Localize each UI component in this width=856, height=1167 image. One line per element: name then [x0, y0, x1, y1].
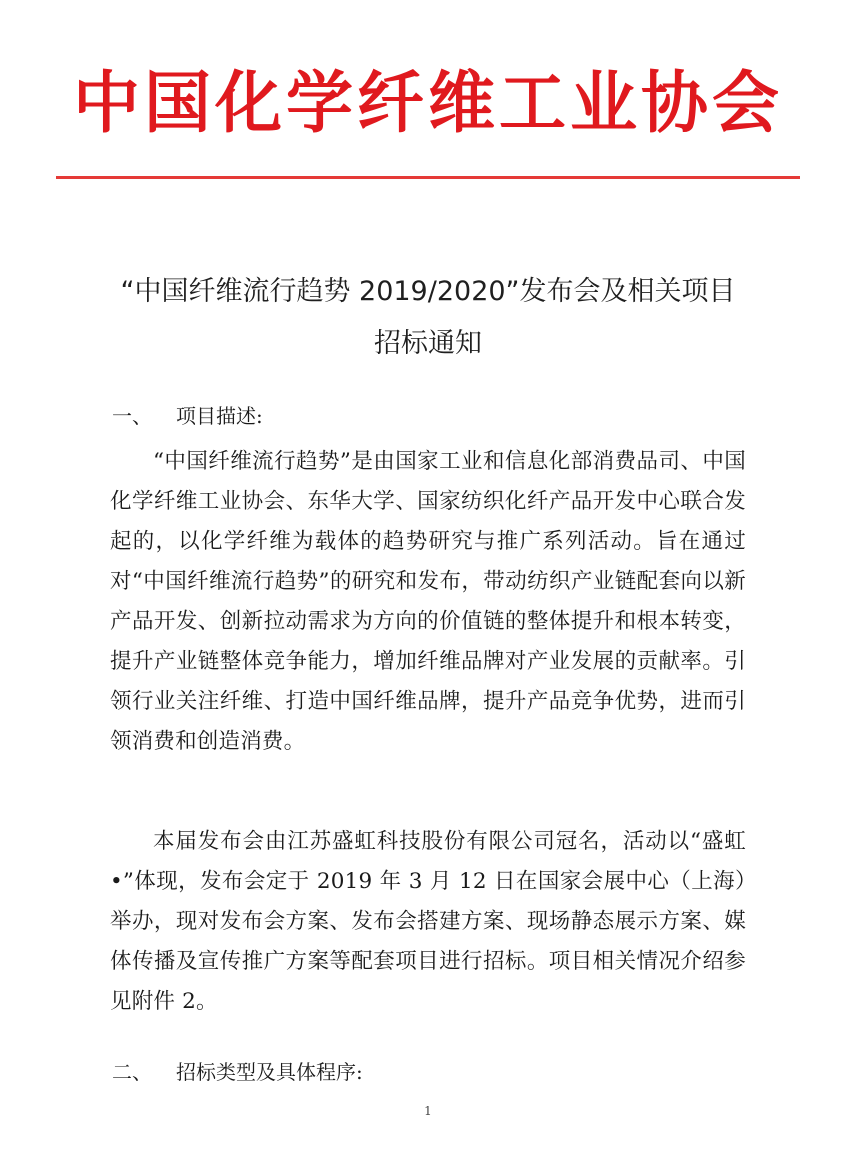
section-number-2: 二、	[112, 1060, 152, 1084]
paragraph-event-details: 本届发布会由江苏盛虹科技股份有限公司冠名，活动以“盛虹•”体现，发布会定于 2019 年 3 月 12 日在国家会展中心（上海）举办，现对发布会方案、发布会搭建方案、现场静态展示方案、媒体传播及宣传推广方案等配套项目进行招标。项目相关情况介绍参见附件 2。	[110, 829, 746, 1014]
document-title	[0, 266, 856, 370]
letterhead-org-name: 中国化学纤维工业协会	[73, 63, 783, 142]
page-number: 1	[424, 1104, 432, 1118]
paragraph-project-description: “中国纤维流行趋势”是由国家工业和信息化部消费品司、中国化学纤维工业协会、东华大学、国家纺织化纤产品开发中心联合发起的，以化学纤维为载体的趋势研究与推广系列活动。旨在通过对“中国纤维流行趋势”的研究和发布，带动纺织产业链配套向以新产品开发、创新拉动需求为方向的价值链的整体提升和根本转变，提升产业链整体竞争能力，增加纤维品牌对产业发展的贡献率。引领行业关注纤维、打造中国纤维品牌，提升产品竞争优势，进而引领消费和创造消费。	[110, 449, 746, 754]
document-title-line-2: 招标通知	[374, 328, 482, 359]
letterhead-red-rule	[56, 176, 800, 179]
section-heading-2	[112, 1057, 363, 1087]
section-heading-text-2: 招标类型及具体程序:	[176, 1060, 363, 1084]
section-heading-text-1: 项目描述:	[176, 404, 263, 428]
section-heading-1	[112, 401, 263, 431]
document-title-line-1: “中国纤维流行趋势 2019/2020”发布会及相关项目	[120, 276, 736, 307]
section-number-1: 一、	[112, 404, 152, 428]
